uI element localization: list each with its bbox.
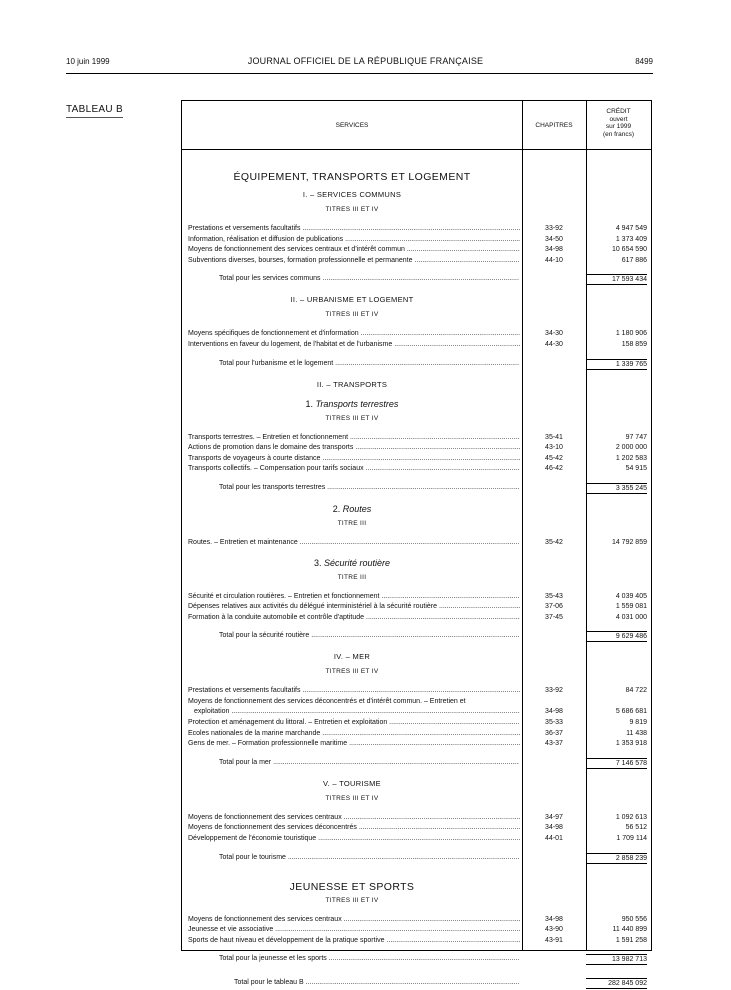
section-heading: TITRES III ET IV xyxy=(325,668,379,676)
journal-title: JOURNAL OFFICIEL DE LA RÉPUBLIQUE FRANÇAISE xyxy=(247,56,484,66)
section-heading: TITRES III ET IV xyxy=(325,414,379,422)
row-label: Moyens de fonctionnement des services centraux ..... xyxy=(188,813,520,822)
row-label: Moyens de fonctionnement des services centraux ..... xyxy=(188,915,520,924)
row-label: Transports terrestres. – Entretien et fonctionnement ..... xyxy=(188,433,520,442)
credit-amount: 1 373 409 xyxy=(615,235,647,243)
page-number: 8499 xyxy=(635,57,653,66)
row-label: Moyens de fonctionnement des services déconcentrés ..... xyxy=(188,823,520,832)
subsection-heading xyxy=(182,504,522,514)
credit-amount: 7 146 578 xyxy=(586,758,647,769)
credit-amount: 84 722 xyxy=(625,687,647,695)
column-header-chapitres: CHAPITRES xyxy=(535,122,573,129)
credit-amount: 1 092 613 xyxy=(615,813,647,821)
row-label: Total pour la mer ..... xyxy=(219,758,519,767)
credit-amount: 4 039 405 xyxy=(615,592,647,600)
credit-amount: 1 353 918 xyxy=(615,740,647,748)
credit-amount: 11 440 899 xyxy=(612,926,647,934)
row-label: Total pour la sécurité routière ..... xyxy=(219,631,519,640)
row-label: Total pour les transports terrestres ..... xyxy=(219,483,519,492)
row-label: Sports de haut niveau et développement de la pratique sportive ..... xyxy=(188,936,520,945)
credit-amount: 9 819 xyxy=(629,719,647,726)
row-label: Prestations et versements facultatifs ..... xyxy=(188,686,520,695)
section-heading: II. – TRANSPORTS xyxy=(316,379,388,389)
credit-amount: 56 512 xyxy=(625,824,647,832)
column-header-credit xyxy=(586,108,651,138)
section-heading: II. – URBANISME ET LOGEMENT xyxy=(290,295,414,305)
chapter-code: 37-45 xyxy=(545,613,563,621)
section-heading: V. – TOURISME xyxy=(323,778,381,788)
credit-header-line: sur 1999 xyxy=(605,123,632,130)
chapter-code: 34-98 xyxy=(545,708,563,715)
row-label: Routes. – Entretien et maintenance ..... xyxy=(188,538,520,547)
row-label: Transports collectifs. – Compensation pour tarifs sociaux ..... xyxy=(188,464,520,473)
chapter-code: 34-97 xyxy=(545,813,563,821)
row-label: Total pour le tourisme ..... xyxy=(219,853,519,862)
section-heading: ÉQUIPEMENT, TRANSPORTS ET LOGEMENT xyxy=(233,171,471,183)
chapter-code: 34-98 xyxy=(545,824,563,832)
chapter-code: 34-98 xyxy=(545,246,563,254)
subsection-heading xyxy=(182,558,522,568)
chapter-code: 35-33 xyxy=(545,719,563,726)
chapter-code: 34-30 xyxy=(545,330,563,338)
credit-amount: 158 859 xyxy=(621,341,647,348)
credit-header-line: CRÉDIT xyxy=(606,108,631,115)
chapter-code: 43-10 xyxy=(545,444,563,452)
subsection-heading xyxy=(182,399,522,409)
row-label: Dépenses relatives aux activités du délégué interministériel à la sécurité routière ..... xyxy=(188,602,520,611)
row-label: Développement de l'économie touristique ..... xyxy=(188,834,520,843)
section-heading: JEUNESSE ET SPORTS xyxy=(289,880,415,893)
credit-amount: 4 031 000 xyxy=(615,613,647,621)
section-heading: TITRES III ET IV xyxy=(325,311,379,319)
subsection-title: Sécurité routière xyxy=(323,557,391,568)
chapter-code: 44-01 xyxy=(545,835,563,842)
credit-amount: 4 947 549 xyxy=(615,225,647,232)
section-heading: TITRE III xyxy=(337,573,367,581)
chapter-code: 43-37 xyxy=(545,740,563,748)
subsection-title: Routes xyxy=(342,504,372,514)
chapter-code: 46-42 xyxy=(545,465,563,473)
subsection-number: 1. xyxy=(305,398,314,409)
row-label: Total pour l'urbanisme et le logement ..... xyxy=(219,359,519,368)
row-label: Total pour le tableau B ..... xyxy=(234,978,520,987)
credit-amount: 1 180 906 xyxy=(615,330,647,338)
credit-amount: 1 339 765 xyxy=(586,359,647,370)
chapter-code: 34-50 xyxy=(545,235,563,243)
chapter-code: 37-06 xyxy=(545,603,563,611)
table-header xyxy=(182,101,651,150)
credit-amount: 1 591 258 xyxy=(615,936,647,944)
row-label-continuation: exploitation ..... xyxy=(194,707,520,716)
row-label: Jeunesse et vie associative ..... xyxy=(188,925,520,934)
chapter-code: 34-98 xyxy=(545,915,563,923)
credit-amount: 14 792 859 xyxy=(611,539,647,546)
section-heading: TITRES III ET IV xyxy=(325,794,379,802)
row-label: Moyens de fonctionnement des services centraux et d'intérêt commun ..... xyxy=(188,245,520,254)
row-label: Protection et aménagement du littoral. – Entretien et exploitation ..... xyxy=(188,718,520,727)
subsection-title: Transports terrestres xyxy=(315,398,399,409)
credit-amount: 10 654 590 xyxy=(611,246,647,254)
credit-amount: 2 000 000 xyxy=(615,444,647,452)
section-heading: IV. – MER xyxy=(333,652,371,662)
tableau-label: TABLEAU B xyxy=(66,104,123,118)
section-heading: TITRE III xyxy=(337,520,367,527)
budget-table xyxy=(181,100,652,988)
credit-amount: 11 438 xyxy=(626,729,647,737)
row-label: Transports de voyageurs à courte distance ..... xyxy=(188,454,520,463)
section-heading: TITRES III ET IV xyxy=(325,896,379,904)
row-label: Prestations et versements facultatifs ..... xyxy=(188,224,520,233)
chapter-code: 44-10 xyxy=(545,256,563,264)
chapter-code: 44-30 xyxy=(545,341,563,348)
chapter-code: 33-92 xyxy=(545,225,563,232)
credit-header-line: ouvert xyxy=(609,115,628,123)
row-label: Total pour les services communs ..... xyxy=(219,274,519,283)
credit-amount: 1 202 583 xyxy=(615,454,647,462)
row-label: Sécurité et circulation routières. – Entretien et fonctionnement ..... xyxy=(188,592,520,601)
header-rule xyxy=(66,73,653,74)
credit-amount: 97 747 xyxy=(625,433,647,441)
credit-amount: 13 982 713 xyxy=(586,954,647,965)
column-header-services: SERVICES xyxy=(335,122,369,129)
row-label: Information, réalisation et diffusion de publications ..... xyxy=(188,235,520,244)
chapter-code: 35-42 xyxy=(545,539,563,546)
row-label: Ecoles nationales de la marine marchande ..... xyxy=(188,729,520,738)
credit-amount: 617 886 xyxy=(621,256,647,264)
row-label: Formation à la conduite automobile et contrôle d'aptitude ..... xyxy=(188,613,520,622)
section-heading: I. – SERVICES COMMUNS xyxy=(302,190,402,199)
chapter-code: 36-37 xyxy=(545,729,563,737)
credit-amount: 17 593 434 xyxy=(586,274,647,285)
credit-amount: 3 355 245 xyxy=(586,483,647,494)
section-heading: TITRES III ET IV xyxy=(325,206,379,213)
credit-amount: 1 709 114 xyxy=(616,835,647,842)
row-label: Subventions diverses, bourses, formation professionnelle et permanente ..... xyxy=(188,256,520,265)
credit-amount: 1 559 081 xyxy=(615,603,647,611)
credit-amount: 5 686 681 xyxy=(615,708,647,715)
subsection-number: 2. xyxy=(332,504,341,514)
chapter-code: 45-42 xyxy=(545,454,563,462)
chapter-code: 43-90 xyxy=(545,926,563,934)
subsection-number: 3. xyxy=(313,557,322,568)
row-label: Actions de promotion dans le domaine des transports ..... xyxy=(188,443,520,452)
header-date: 10 juin 1999 xyxy=(66,57,110,66)
credit-amount: 9 629 486 xyxy=(586,631,647,642)
credit-header-line: (en francs) xyxy=(602,130,635,138)
row-label: Moyens spécifiques de fonctionnement et d'information ..... xyxy=(188,329,520,338)
chapter-code: 35-41 xyxy=(545,433,563,441)
credit-amount: 54 915 xyxy=(625,465,647,473)
row-label: Moyens de fonctionnement des services déconcentrés et d'intérêt commun. – Entretien et xyxy=(188,698,466,705)
chapter-code: 33-92 xyxy=(545,687,563,695)
chapter-code: 35-43 xyxy=(545,592,563,600)
credit-amount: 2 858 239 xyxy=(586,853,647,864)
credit-amount: 950 556 xyxy=(621,915,647,923)
chapter-code: 43-91 xyxy=(545,936,563,944)
credit-amount: 282 845 092 xyxy=(586,978,647,989)
row-label: Total pour la jeunesse et les sports ..... xyxy=(219,954,519,963)
row-label: Interventions en faveur du logement, de l'habitat et de l'urbanisme ..... xyxy=(188,340,520,349)
row-label: Gens de mer. – Formation professionnelle maritime ..... xyxy=(188,739,520,748)
